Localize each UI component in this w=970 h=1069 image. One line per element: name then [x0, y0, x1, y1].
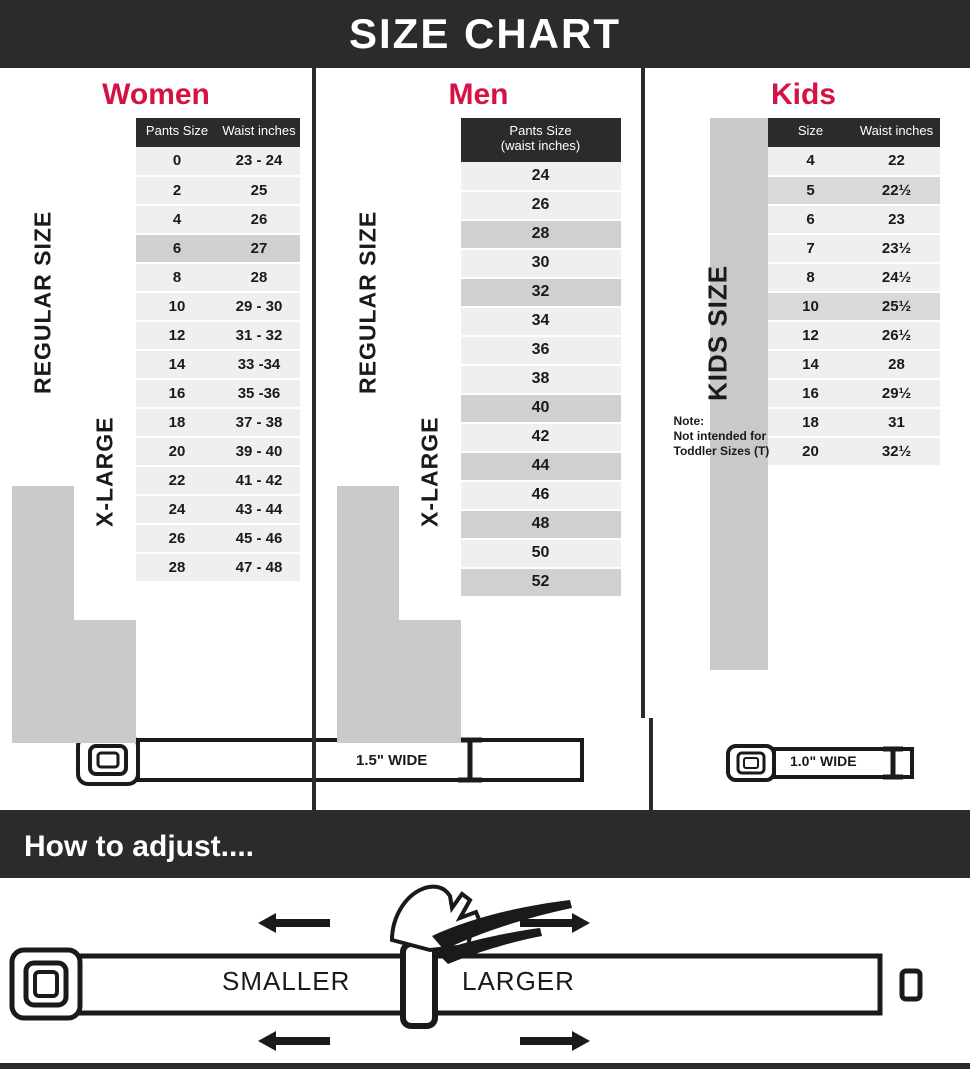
table-row [136, 176, 300, 205]
table-row [768, 292, 940, 321]
column-divider-2 [649, 718, 653, 810]
table-row [136, 263, 300, 292]
cell-waist: 43 - 44 [218, 495, 300, 524]
cell-size: 24 [136, 495, 218, 524]
cell-size: 42 [461, 423, 621, 452]
table-row [461, 220, 621, 249]
cell-waist: 35 -36 [218, 379, 300, 408]
table-row [461, 162, 621, 191]
cell-size: 8 [768, 263, 854, 292]
cell-size: 44 [461, 452, 621, 481]
cell-size: 7 [768, 234, 854, 263]
size-tables-section [0, 68, 970, 718]
cell-size: 28 [461, 220, 621, 249]
cell-waist: 47 - 48 [218, 553, 300, 582]
howto-title-bar [0, 816, 970, 878]
men-side-label-xlarge: X-LARGE [399, 323, 461, 620]
men-side-label-regular: REGULAR SIZE [337, 118, 399, 486]
table-row [136, 408, 300, 437]
cell-size: 26 [136, 524, 218, 553]
cell-waist: 23 - 24 [218, 147, 300, 176]
women-table-header-row [136, 118, 300, 147]
kids-size-table [768, 118, 940, 467]
cell-waist: 24½ [854, 263, 940, 292]
men-heading: Men [448, 78, 509, 111]
cell-size: 48 [461, 510, 621, 539]
kids-table-wrap [668, 118, 940, 467]
cell-size: 24 [461, 162, 621, 191]
cell-size: 38 [461, 365, 621, 394]
men-column [312, 68, 645, 718]
cell-size: 46 [461, 481, 621, 510]
kids-col-header-waist-inches: Waist inches [854, 118, 940, 147]
cell-waist: 32½ [854, 437, 940, 466]
cell-size: 6 [136, 234, 218, 263]
cell-size: 6 [768, 205, 854, 234]
cell-waist: 39 - 40 [218, 437, 300, 466]
table-row [136, 495, 300, 524]
women-side-label-regular: REGULAR SIZE [12, 118, 74, 486]
table-row [136, 292, 300, 321]
table-row [768, 176, 940, 205]
table-row [136, 350, 300, 379]
kids-side-label: KIDS SIZE [702, 264, 732, 402]
page-title: SIZE CHART [349, 10, 621, 57]
table-row [461, 539, 621, 568]
table-row [461, 249, 621, 278]
table-row [136, 205, 300, 234]
cell-size: 30 [461, 249, 621, 278]
cell-size: 40 [461, 394, 621, 423]
cell-waist: 28 [218, 263, 300, 292]
table-row [768, 350, 940, 379]
page-title-bar [0, 0, 970, 68]
table-row [136, 379, 300, 408]
cell-size: 16 [136, 379, 218, 408]
kids-col-header-size: Size [768, 118, 854, 147]
table-row [768, 263, 940, 292]
women-side-label-xlarge: X-LARGE [74, 323, 136, 620]
table-row [768, 147, 940, 176]
men-col-header-pants-size [461, 118, 621, 162]
kids-table-header-row [768, 118, 940, 147]
cell-waist: 45 - 46 [218, 524, 300, 553]
table-row [461, 307, 621, 336]
cell-size: 0 [136, 147, 218, 176]
cell-waist: 25 [218, 176, 300, 205]
table-row [461, 191, 621, 220]
cell-size: 14 [768, 350, 854, 379]
cell-size: 20 [136, 437, 218, 466]
women-column [0, 68, 312, 718]
table-row [461, 278, 621, 307]
men-table-wrap [337, 118, 621, 598]
table-row [461, 394, 621, 423]
cell-size: 36 [461, 336, 621, 365]
kids-heading: Kids [770, 78, 836, 111]
cell-waist: 37 - 38 [218, 408, 300, 437]
cell-size: 5 [768, 176, 854, 205]
table-row [768, 379, 940, 408]
table-row [768, 205, 940, 234]
cell-size: 26 [461, 191, 621, 220]
larger-label: LARGER [462, 966, 575, 996]
kids-column [645, 68, 962, 718]
cell-waist: 23½ [854, 234, 940, 263]
belt-width-row [0, 718, 970, 810]
men-table-header-row [461, 118, 621, 162]
cell-size: 50 [461, 539, 621, 568]
women-regular-block-lower [12, 486, 74, 743]
cell-waist: 22 [854, 147, 940, 176]
men-regular-block-lower [337, 486, 399, 743]
cell-size: 4 [768, 147, 854, 176]
table-row [136, 524, 300, 553]
cell-waist: 27 [218, 234, 300, 263]
cell-waist: 26 [218, 205, 300, 234]
men-size-table [461, 118, 621, 598]
cell-size: 18 [768, 408, 854, 437]
cell-size: 20 [768, 437, 854, 466]
cell-size: 34 [461, 307, 621, 336]
table-row [136, 234, 300, 263]
cell-size: 16 [768, 379, 854, 408]
howto-title: How to adjust.... [24, 830, 254, 863]
cell-size: 8 [136, 263, 218, 292]
cell-size: 32 [461, 278, 621, 307]
cell-waist: 25½ [854, 292, 940, 321]
table-row [461, 423, 621, 452]
women-col-header-waist-inches: Waist inches [218, 118, 300, 147]
cell-size: 4 [136, 205, 218, 234]
cell-size: 12 [768, 321, 854, 350]
table-row [461, 510, 621, 539]
kids-belt-width-label: 1.0" WIDE [790, 753, 857, 769]
cell-waist: 31 - 32 [218, 321, 300, 350]
table-row [461, 365, 621, 394]
cell-size: 22 [136, 466, 218, 495]
cell-waist: 33 -34 [218, 350, 300, 379]
table-row [136, 147, 300, 176]
table-row [136, 437, 300, 466]
adult-belt-width-label: 1.5" WIDE [356, 752, 428, 769]
table-row [768, 437, 940, 466]
cell-waist: 31 [854, 408, 940, 437]
cell-waist: 22½ [854, 176, 940, 205]
footer-strip [0, 1063, 970, 1069]
cell-waist: 28 [854, 350, 940, 379]
women-col-header-pants-size: Pants Size [136, 118, 218, 147]
women-size-table [136, 118, 300, 583]
cell-size: 2 [136, 176, 218, 205]
table-row [768, 408, 940, 437]
cell-size: 12 [136, 321, 218, 350]
table-row [768, 234, 940, 263]
cell-size: 10 [768, 292, 854, 321]
column-divider-1 [312, 718, 316, 810]
table-row [768, 321, 940, 350]
table-row [461, 336, 621, 365]
adult-belt-graphic [78, 736, 582, 784]
table-row [136, 466, 300, 495]
kids-note: Note: Not intended for Toddler Sizes (T) [673, 413, 770, 458]
table-row [461, 481, 621, 510]
cell-size: 14 [136, 350, 218, 379]
smaller-label: SMALLER [222, 966, 351, 996]
cell-size: 10 [136, 292, 218, 321]
cell-waist: 29½ [854, 379, 940, 408]
table-row [136, 321, 300, 350]
table-row [461, 568, 621, 597]
cell-size: 52 [461, 568, 621, 597]
cell-waist: 26½ [854, 321, 940, 350]
cell-size: 18 [136, 408, 218, 437]
table-row [136, 553, 300, 582]
cell-waist: 23 [854, 205, 940, 234]
cell-size: 28 [136, 553, 218, 582]
cell-waist: 29 - 30 [218, 292, 300, 321]
men-header-line1: Pants Size [509, 123, 572, 138]
cell-waist: 41 - 42 [218, 466, 300, 495]
table-row [461, 452, 621, 481]
women-table-wrap [12, 118, 300, 583]
women-heading: Women [102, 78, 210, 111]
men-header-line2: (waist inches) [500, 137, 581, 153]
